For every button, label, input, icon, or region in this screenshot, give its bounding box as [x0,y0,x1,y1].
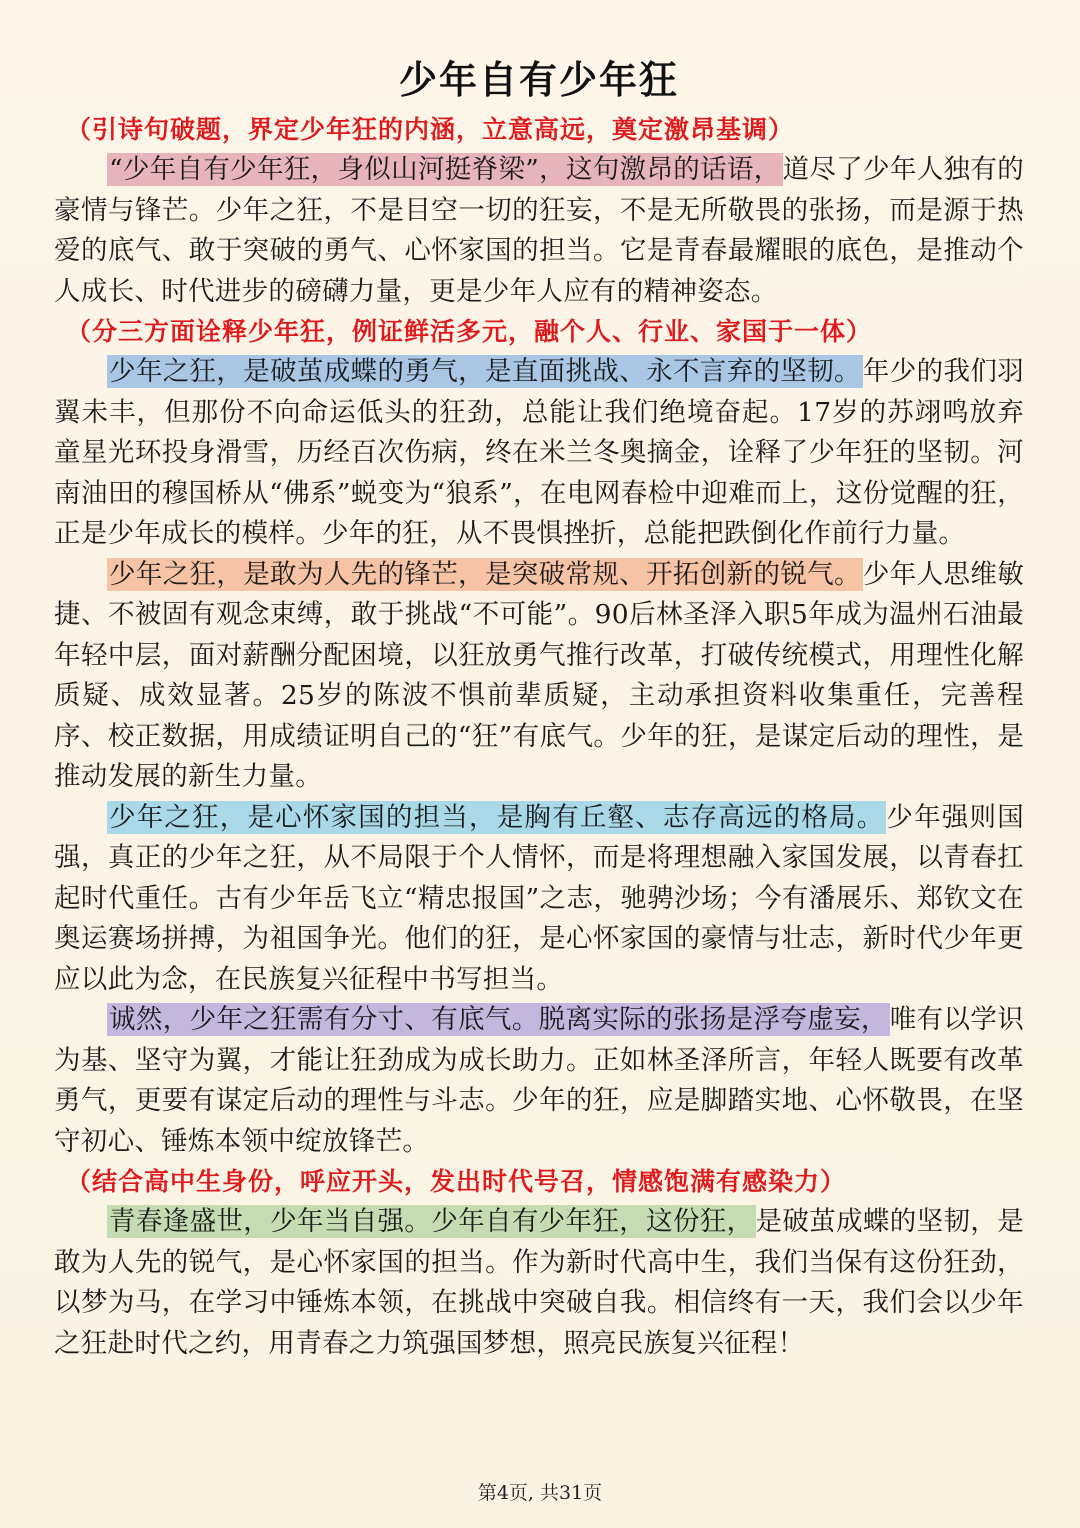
paragraph-text: 少年人思维敏捷、不被固有观念束缚，敢于挑战“不可能”。90后林圣泽入职5年成为温州石油最年轻中层，面对薪酬分配困境，以狂放勇气推行改革，打破传统模式，用理性化解质疑、成效显著。25岁的陈波不惧前辈质疑，主动承担资料收集重任，完善程序、校正数据，用成绩证明自己的“狂”有底气。少年的狂，是谋定后动的理性，是推动发展的新生力量。 [54,558,1024,792]
highlighted-sentence: “少年自有少年狂，身似山河挺脊梁”，这句激昂的话语， [109,154,781,185]
paragraph [54,352,1024,555]
paragraph [54,150,1024,312]
paragraph [54,1000,1024,1162]
annotation-note: （分三方面诠释少年狂，例证鲜活多元，融个人、行业、家国于一体） [66,317,873,346]
highlighted-sentence: 少年之狂，是破茧成蝶的勇气，是直面挑战、永不言弃的坚韧。 [109,356,861,387]
annotation-note: （结合高中生身份，呼应开头，发出时代号召，情感饱满有感染力） [66,1167,847,1196]
paragraph [54,798,1024,1001]
highlighted-sentence: 少年之狂，是敢为人先的锋芒，是突破常规、开拓创新的锐气。 [109,558,861,590]
page-number: 第4页, 共31页 [477,1482,603,1504]
paragraph-text: 年少的我们羽翼未丰，但那份不向命运低头的狂劲，总能让我们绝境奋起。17岁的苏翊鸣放弃童星光环投身滑雪，历经百次伤病，终在米兰冬奥摘金，诠释了少年狂的坚韧。河南油田的穆国桥从“佛系”蜕变为“狼系”，在电网春检中迎难而上，这份觉醒的狂，正是少年成长的模样。少年的狂，从不畏惧挫折，总能把跌倒化作前行力量。 [54,356,1024,549]
paragraph-text: 少年强则国强，真正的少年之狂，从不局限于个人情怀，而是将理想融入家国发展，以青春扛起时代重任。古有少年岳飞立“精忠报国”之志，驰骋沙场；今有潘展乐、郑钦文在奥运赛场拼搏，为祖国争光。他们的狂，是心怀家国的豪情与壮志，新时代少年更应以此为念，在民族复兴征程中书写担当。 [54,801,1024,995]
paragraph-text: 是破茧成蝶的坚韧，是敢为人先的锐气，是心怀家国的担当。作为新时代高中生，我们当保有这份狂劲，以梦为马，在学习中锤炼本领，在挑战中突破自我。相信终有一天，我们会以少年之狂赴时代之约，用青春之力筑强国梦想，照亮民族复兴征程！ [54,1206,1025,1359]
annotation-note: （引诗句破题，界定少年狂的内涵，立意高远，奠定激昂基调） [66,115,795,144]
paragraph-text: 唯有以学识为基、坚守为翼，才能让狂劲成为成长助力。正如林圣泽所言，年轻人既要有改革勇气，更要有谋定后动的理性与斗志。少年的狂，应是脚踏实地、心怀敬畏，在坚守初心、锤炼本领中绽放锋芒。 [54,1004,1024,1157]
paragraph [54,1202,1024,1364]
highlighted-sentence: 少年之狂，是心怀家国的担当，是胸有丘壑、志存高远的格局。 [109,801,885,833]
page-title: 少年自有少年狂 [398,58,679,102]
highlighted-sentence: 诚然，少年之狂需有分寸、有底气。脱离实际的张扬是浮夸虚妄， [109,1004,888,1035]
paragraph [54,555,1024,798]
highlighted-sentence: 青春逢盛世，少年当自强。少年自有少年狂，这份狂， [109,1206,754,1237]
paragraph-text: 道尽了少年人独有的豪情与锋芒。少年之狂，不是目空一切的狂妄，不是无所敬畏的张扬，而是源于热爱的底气、敢于突破的勇气、心怀家国的担当。它是青春最耀眼的底色，是推动个人成长、时代进步的磅礴力量，更是少年人应有的精神姿态。 [54,154,1024,307]
